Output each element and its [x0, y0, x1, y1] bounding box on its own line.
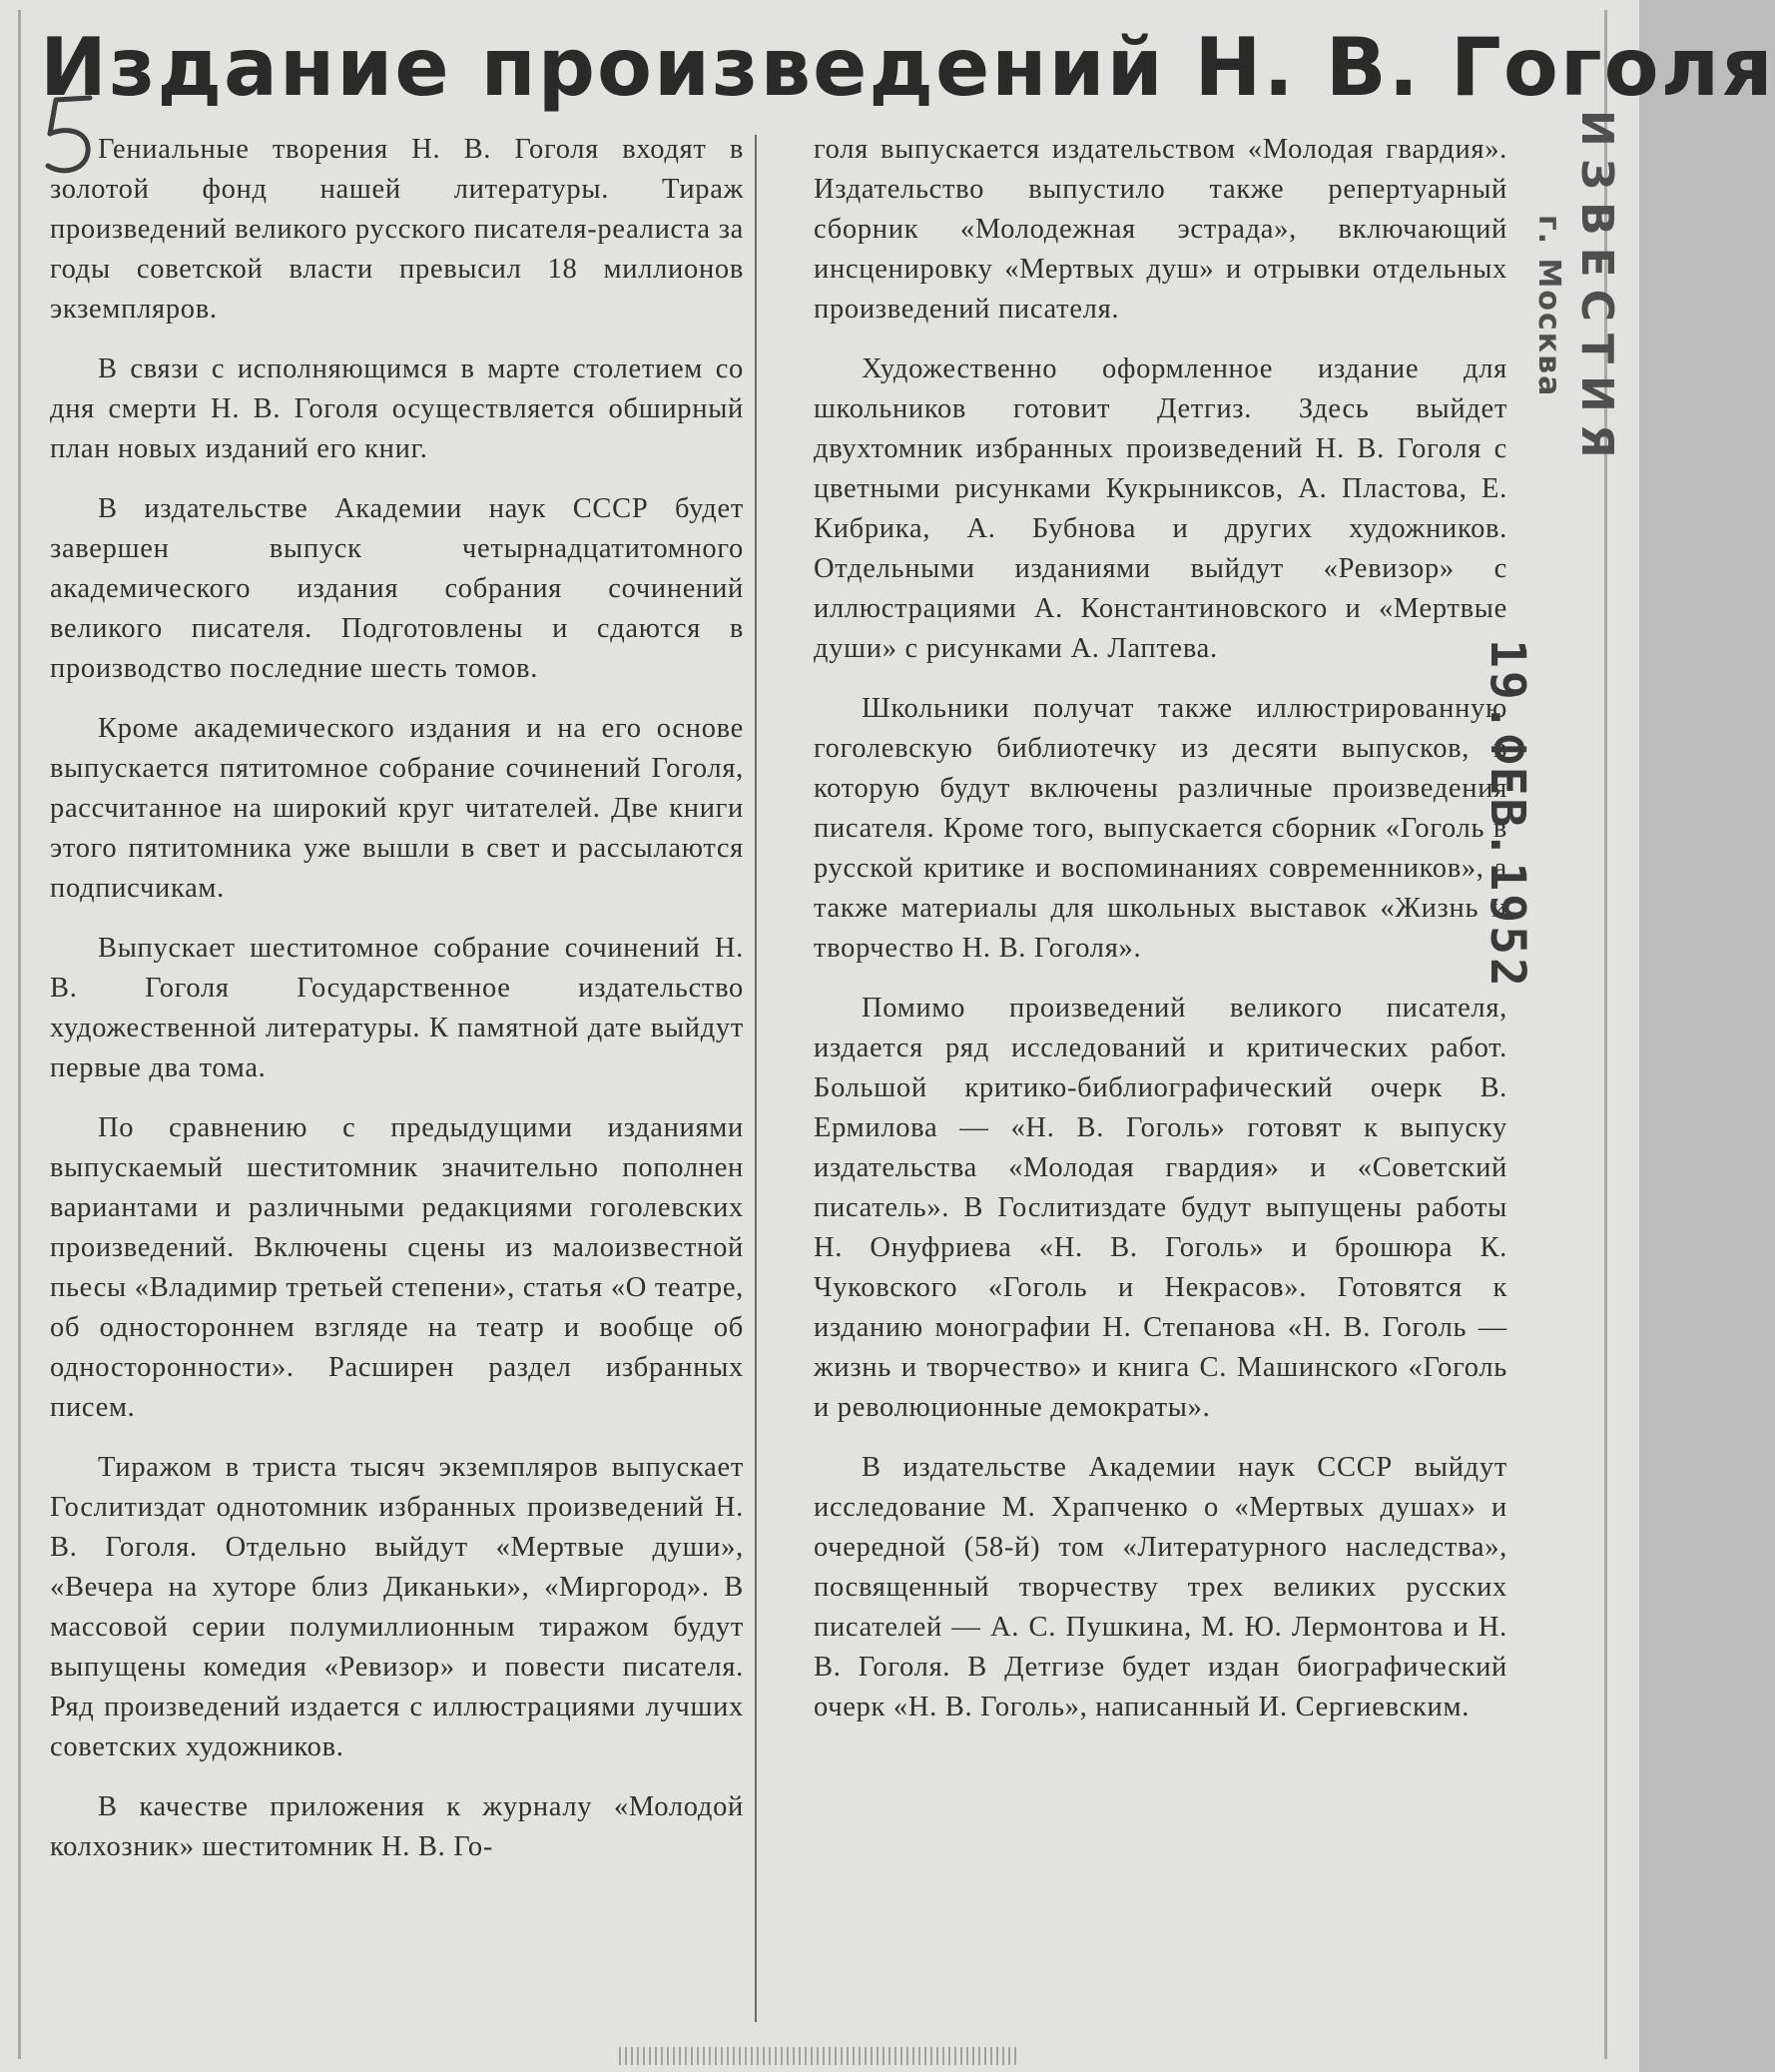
article-body	[50, 130, 1507, 2027]
bottom-tear-mark	[619, 2047, 1018, 2065]
paragraph: В связи с исполняющимся в марте столетием со дня смерти Н. В. Гоголя осуществляется обширный план новых изданий его книг.	[50, 353, 744, 464]
paragraph: Школьники получат также иллюстрированную гоголевскую библиотечку из десяти выпусков, в которую будут включены различные произведения писателя. Кроме того, выпускается сборник «Гоголь в русской критике и воспоминаниях современников», а также материалы для школьных выставок «Жизнь и творчество Н. В. Гоголя».	[814, 693, 1507, 964]
paragraph: голя выпускается издательством «Молодая гвардия». Издательство выпустило также репертуарный сборник «Молодежная эстрада», включающий инсценировку «Мертвых душ» и отрывки отдельных произведений писателя.	[814, 134, 1507, 325]
paragraph: По сравнению с предыдущими изданиями выпускаемый шеститомник значительно пополнен вариантами и различными редакциями гоголевских произведений. Включены сцены из малоизвестной пьесы «Владимир третьей степени», статья «О театре, об одностороннем взгляде на театр и вообще об односторонности». Расширен раздел избранных писем.	[50, 1112, 744, 1423]
headline: Издание произведений Н. В. Гоголя	[40, 21, 1775, 114]
paragraph: Тиражом в триста тысяч экземпляров выпускает Гослитиздат однотомник избранных произведений Н. В. Гоголя. Отдельно выйдут «Мертвые души», «Вечера на хуторе близ Диканьки», «Миргород». В массовой серии полумиллионным тиражом будут выпущены комедия «Ревизор» и повести писателя. Ряд произведений издается с иллюстрациями лучших советских художников.	[50, 1452, 744, 1762]
paragraph: Гениальные творения Н. В. Гоголя входят в золотой фонд нашей литературы. Тираж произведений великого русского писателя-реалиста за годы советской власти превысил 18 миллионов экземпляров.	[50, 134, 744, 325]
paragraph: В издательстве Академии наук СССР будет завершен выпуск четырнадцатитомного академического издания собрания сочинений великого писателя. Подготовлены и сдаются в производство последние шесть томов.	[50, 493, 744, 684]
paragraph: Помимо произведений великого писателя, издается ряд исследований и критических работ. Большой критико-библиографический очерк В. Ермилова — «Н. В. Гоголь» готовят к выпуску издательства «Молодая гвардия» и «Советский писатель». В Гослитиздате будут выпущены работы Н. Онуфриева «Н. В. Гоголь» и брошюра К. Чуковского «Гоголь и Некрасов». Готовятся к изданию монографии Н. Степанова «Н. В. Гоголь — жизнь и творчество» и книга С. Машинского «Гоголь и революционные демократы».	[814, 993, 1507, 1423]
city-stamp: г. Москва	[1531, 215, 1566, 398]
date-stamp: 19.ФЕВ.1952	[1479, 639, 1535, 990]
column-left	[50, 130, 744, 2027]
publication-stamp: ИЗВЕСТИЯ	[1571, 110, 1622, 470]
column-divider	[755, 135, 757, 2022]
column-right	[814, 130, 1507, 2027]
paragraph: Кроме академического издания и на его основе выпускается пятитомное собрание сочинений Гоголя, рассчитанное на широкий круг читателей. Две книги этого пятитомника уже вышли в свет и рассылаются подписчикам.	[50, 713, 744, 904]
paragraph: Художественно оформленное издание для школьников готовит Детгиз. Здесь выйдет двухтомник избранных произведений Н. В. Гоголя с цветными рисунками Кукрыниксов, А. Пластова, Е. Кибрика, А. Бубнова и других художников. Отдельными изданиями выйдут «Ревизор» с иллюстрациями А. Константиновского и «Мертвые души» с рисунками А. Лаптева.	[814, 353, 1507, 664]
paragraph: В качестве приложения к журналу «Молодой колхозник» шеститомник Н. В. Го-	[50, 1791, 744, 1862]
paragraph: В издательстве Академии наук СССР выйдут исследование М. Храпченко о «Мертвых душах» и очередной (58-й) том «Литературного наследства», посвященный творчеству трех великих русских писателей — А. С. Пушкина, М. Ю. Лермонтова и Н. В. Гоголя. В Детгизе будет издан биографический очерк «Н. В. Гоголь», написанный И. Сергиевским.	[814, 1452, 1507, 1723]
paragraph: Выпускает шеститомное собрание сочинений Н. В. Гоголя Государственное издательство художественной литературы. К памятной дате выйдут первые два тома.	[50, 933, 744, 1083]
